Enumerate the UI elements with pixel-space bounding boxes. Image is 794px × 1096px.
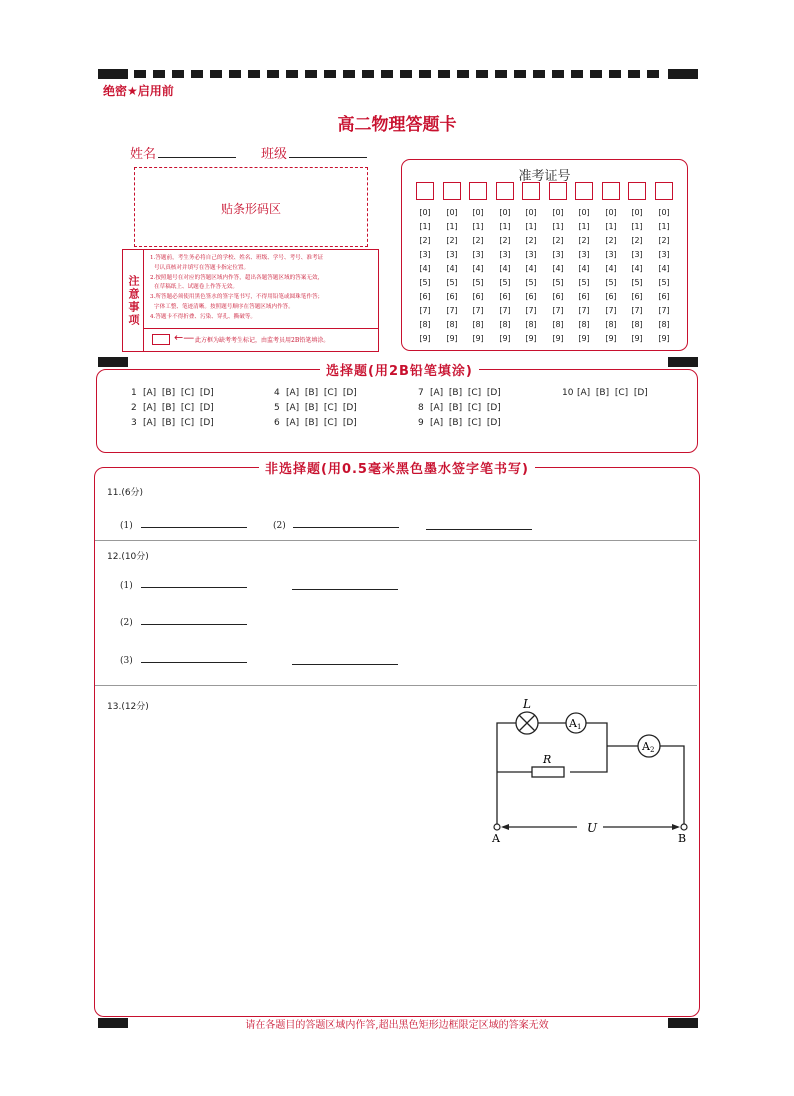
digit-bubble[interactable]: [9] (499, 334, 511, 343)
ammeter-2-icon (638, 735, 660, 757)
digit-bubble[interactable]: [6] (552, 292, 564, 301)
absent-mark-box[interactable] (152, 334, 170, 345)
digit-bubble[interactable]: [6] (499, 292, 511, 301)
confidential-label: 绝密★启用前 (103, 84, 174, 98)
exam-digit-box-4[interactable] (496, 182, 514, 200)
digit-bubble[interactable]: [9] (419, 334, 431, 343)
digit-bubble[interactable]: [9] (446, 334, 458, 343)
exam-digit-column-6 (547, 206, 569, 346)
exam-digit-column-5 (520, 206, 542, 346)
digit-bubble[interactable]: [3] (446, 250, 458, 259)
digit-bubble[interactable]: [7] (552, 306, 564, 315)
digit-bubble[interactable]: [4] (631, 264, 643, 273)
digit-bubble[interactable]: [1] (446, 222, 458, 231)
digit-bubble[interactable]: [0] (525, 208, 537, 217)
digit-bubble[interactable]: [3] (419, 250, 431, 259)
digit-bubble[interactable]: [6] (658, 292, 670, 301)
choice-options[interactable]: [A] [B] [C] [D] (430, 388, 501, 398)
choice-question-3[interactable] (131, 418, 214, 428)
digit-bubble[interactable]: [5] (525, 278, 537, 287)
choice-number: 6 (274, 418, 280, 428)
digit-bubble[interactable]: [6] (472, 292, 484, 301)
exam-digit-box-2[interactable] (443, 182, 461, 200)
choice-number: 3 (131, 418, 137, 428)
digit-bubble[interactable]: [5] (552, 278, 564, 287)
digit-bubble[interactable]: [8] (446, 320, 458, 329)
digit-bubble[interactable]: [5] (472, 278, 484, 287)
circuit-diagram (480, 690, 700, 850)
name-label: 姓名 (130, 147, 157, 162)
digit-bubble[interactable]: [9] (472, 334, 484, 343)
digit-bubble[interactable]: [9] (658, 334, 670, 343)
footer-note: 请在各题目的答题区域内作答,超出黑色矩形边框限定区域的答案无效 (245, 1020, 549, 1031)
q12-blank-1b[interactable] (292, 575, 398, 594)
q11-blank-3[interactable] (426, 515, 532, 534)
q13-label: 13.(12分) (107, 702, 149, 712)
q11-part-2[interactable]: (2) (273, 515, 399, 531)
terminal-b-label: B (678, 832, 687, 845)
choice-options[interactable]: [A] [B] [C] [D] (143, 418, 214, 428)
page-title: 高二物理答题卡 (337, 115, 457, 135)
choice-number: 2 (131, 403, 137, 413)
exam-digit-box-6[interactable] (549, 182, 567, 200)
digit-bubble[interactable]: [1] (631, 222, 643, 231)
exam-digit-box-5[interactable] (522, 182, 540, 200)
digit-bubble[interactable]: [0] (578, 208, 590, 217)
digit-bubble[interactable]: [7] (605, 306, 617, 315)
digit-bubble[interactable]: [9] (552, 334, 564, 343)
digit-bubble[interactable]: [7] (499, 306, 511, 315)
class-field[interactable] (261, 143, 367, 162)
choice-number: 7 (418, 388, 424, 398)
digit-bubble[interactable]: [5] (419, 278, 431, 287)
exam-digit-column-2 (441, 206, 463, 346)
digit-bubble[interactable]: [0] (552, 208, 564, 217)
lamp-label: L (523, 697, 531, 711)
digit-bubble[interactable]: [5] (578, 278, 590, 287)
terminal-a-label: A (492, 832, 500, 845)
corner-mark-right-1 (668, 357, 698, 367)
choice-options[interactable]: [A] [B] [C] [D] (430, 403, 501, 413)
exam-digit-column-9 (626, 206, 648, 346)
corner-mark-top-left (98, 69, 128, 79)
digit-bubble[interactable]: [5] (658, 278, 670, 287)
digit-bubble[interactable]: [6] (578, 292, 590, 301)
digit-bubble[interactable]: [7] (525, 306, 537, 315)
digit-bubble[interactable]: [7] (446, 306, 458, 315)
digit-bubble[interactable]: [4] (552, 264, 564, 273)
lamp-icon (516, 712, 538, 734)
digit-bubble[interactable]: [2] (472, 236, 484, 245)
digit-bubble[interactable]: [8] (552, 320, 564, 329)
free-section-title: 非选择题(用0.5毫米黑色墨水签字笔书写) (259, 458, 535, 477)
choice-question-6[interactable] (274, 418, 357, 428)
voltage-label: U (587, 821, 598, 835)
digit-bubble[interactable]: [2] (499, 236, 511, 245)
digit-bubble[interactable]: [4] (605, 264, 617, 273)
digit-bubble[interactable]: [0] (472, 208, 484, 217)
ammeter-1-icon (566, 713, 586, 733)
digit-bubble[interactable]: [2] (419, 236, 431, 245)
choice-question-5[interactable] (274, 403, 357, 413)
choice-number: 4 (274, 388, 280, 398)
notice-text: 1.答题前，考生务必将自己的学校、姓名、班级、学号、考号、准考证 号认真核对并填写在答题卡指定位置。 2.按照题号在对应的答题区域内作答，超出各题答题区域的答案无效， 在草稿纸上、试题卷上作答无效。 3.所答题必须使用黑色签水的签字笔书写，不得用铅笔或圆珠笔作答； 字体工整、笔迹清晰。按照题号顺序在答题区域内作答。 4.答题卡不得折叠、污染、穿孔、撕破等。 (150, 255, 324, 320)
dashed-marker-line (134, 70, 664, 78)
svg-text:A1: A1 (569, 717, 582, 731)
choice-number: 8 (418, 403, 424, 413)
digit-bubble[interactable]: [9] (578, 334, 590, 343)
choice-question-7[interactable] (418, 388, 501, 398)
digit-bubble[interactable]: [2] (578, 236, 590, 245)
resistor-icon (532, 767, 564, 777)
digit-bubble[interactable]: [8] (499, 320, 511, 329)
digit-bubble[interactable]: [0] (658, 208, 670, 217)
exam-digit-box-10[interactable] (655, 182, 673, 200)
digit-bubble[interactable]: [5] (499, 278, 511, 287)
exam-digit-box-9[interactable] (628, 182, 646, 200)
digit-bubble[interactable]: [3] (605, 250, 617, 259)
digit-bubble[interactable]: [2] (446, 236, 458, 245)
digit-bubble[interactable]: [1] (552, 222, 564, 231)
digit-bubble[interactable]: [0] (499, 208, 511, 217)
q11-part-1[interactable]: (1) (120, 515, 247, 531)
digit-bubble[interactable]: [3] (472, 250, 484, 259)
digit-bubble[interactable]: [8] (472, 320, 484, 329)
digit-bubble[interactable]: [2] (658, 236, 670, 245)
digit-bubble[interactable]: [3] (525, 250, 537, 259)
arrow-left-icon: ←— (174, 331, 195, 344)
q12-part-1[interactable]: (1) (120, 575, 247, 591)
absent-note: 此方框为缺考考生标记，由监考员用2B铅笔填涂。 (195, 337, 330, 344)
exam-digit-column-4 (494, 206, 516, 346)
choice-options[interactable]: [A] [B] [C] [D] (286, 388, 357, 398)
digit-bubble[interactable]: [9] (605, 334, 617, 343)
digit-bubble[interactable]: [6] (446, 292, 458, 301)
digit-bubble[interactable]: [1] (605, 222, 617, 231)
exam-digit-column-3 (467, 206, 489, 346)
digit-bubble[interactable]: [3] (578, 250, 590, 259)
digit-bubble[interactable]: [4] (419, 264, 431, 273)
digit-bubble[interactable]: [7] (578, 306, 590, 315)
digit-bubble[interactable]: [1] (499, 222, 511, 231)
digit-bubble[interactable]: [3] (499, 250, 511, 259)
choice-question-4[interactable] (274, 388, 357, 398)
digit-bubble[interactable]: [4] (499, 264, 511, 273)
choice-options[interactable]: [A] [B] [C] [D] (143, 403, 214, 413)
barcode-label: 贴条形码区 (220, 202, 281, 216)
digit-bubble[interactable]: [4] (658, 264, 670, 273)
digit-bubble[interactable]: [2] (605, 236, 617, 245)
digit-bubble[interactable]: [8] (419, 320, 431, 329)
notice-box (122, 249, 379, 352)
digit-bubble[interactable]: [3] (658, 250, 670, 259)
exam-digit-box-8[interactable] (602, 182, 620, 200)
digit-bubble[interactable]: [3] (552, 250, 564, 259)
digit-bubble[interactable]: [4] (446, 264, 458, 273)
digit-bubble[interactable]: [7] (419, 306, 431, 315)
resistor-label: R (543, 753, 552, 766)
choice-options[interactable]: [A] [B] [C] [D] (286, 418, 357, 428)
digit-bubble[interactable]: [9] (631, 334, 643, 343)
q12-blank-3b[interactable] (292, 650, 398, 669)
digit-bubble[interactable]: [1] (419, 222, 431, 231)
choice-number: 10 (562, 388, 574, 398)
digit-bubble[interactable]: [0] (605, 208, 617, 217)
exam-digit-column-7 (573, 206, 595, 346)
digit-bubble[interactable]: [6] (525, 292, 537, 301)
svg-text:A2: A2 (642, 740, 655, 754)
choice-question-8[interactable] (418, 403, 501, 413)
digit-bubble[interactable]: [5] (446, 278, 458, 287)
digit-bubble[interactable]: [0] (446, 208, 458, 217)
choice-options[interactable]: [A] [B] [C] [D] (286, 403, 357, 413)
digit-bubble[interactable]: [1] (658, 222, 670, 231)
digit-bubble[interactable]: [2] (552, 236, 564, 245)
exam-number-title: 准考证号 (518, 169, 571, 184)
digit-bubble[interactable]: [4] (578, 264, 590, 273)
choice-options[interactable]: [A] [B] [C] [D] (143, 388, 214, 398)
digit-bubble[interactable]: [8] (525, 320, 537, 329)
notice-side-label: 注意事项 (123, 250, 144, 351)
digit-bubble[interactable]: [8] (658, 320, 670, 329)
choice-question-10[interactable] (562, 388, 648, 398)
digit-bubble[interactable]: [6] (631, 292, 643, 301)
digit-bubble[interactable]: [7] (631, 306, 643, 315)
exam-digit-box-1[interactable] (416, 182, 434, 200)
digit-bubble[interactable]: [3] (631, 250, 643, 259)
digit-bubble[interactable]: [1] (472, 222, 484, 231)
digit-bubble[interactable]: [8] (631, 320, 643, 329)
exam-digit-column-1 (414, 206, 436, 346)
digit-bubble[interactable]: [9] (525, 334, 537, 343)
digit-bubble[interactable]: [0] (419, 208, 431, 217)
digit-bubble[interactable]: [1] (525, 222, 537, 231)
digit-bubble[interactable]: [7] (658, 306, 670, 315)
digit-bubble[interactable]: [5] (631, 278, 643, 287)
choice-number: 5 (274, 403, 280, 413)
digit-bubble[interactable]: [4] (525, 264, 537, 273)
choice-number: 9 (418, 418, 424, 428)
digit-bubble[interactable]: [4] (472, 264, 484, 273)
class-label: 班级 (261, 147, 288, 162)
terminal-b (681, 824, 687, 830)
digit-bubble[interactable]: [1] (578, 222, 590, 231)
corner-mark-top-right (668, 69, 698, 79)
digit-bubble[interactable]: [8] (605, 320, 617, 329)
choice-options[interactable]: [A] [B] [C] [D] (430, 418, 501, 428)
choice-question-9[interactable] (418, 418, 501, 428)
exam-digit-box-3[interactable] (469, 182, 487, 200)
exam-digit-box-7[interactable] (575, 182, 593, 200)
digit-bubble[interactable]: [5] (605, 278, 617, 287)
exam-digit-column-8 (600, 206, 622, 346)
digit-bubble[interactable]: [7] (472, 306, 484, 315)
digit-bubble[interactable]: [6] (419, 292, 431, 301)
exam-digit-column-10 (653, 206, 675, 346)
choice-number: 1 (131, 388, 137, 398)
choice-options[interactable]: [A] [B] [C] [D] (577, 388, 648, 398)
q12-label: 12.(10分) (107, 552, 149, 562)
name-field[interactable] (130, 143, 236, 162)
barcode-area (134, 167, 368, 247)
digit-bubble[interactable]: [8] (578, 320, 590, 329)
q12-part-2[interactable]: (2) (120, 612, 247, 628)
digit-bubble[interactable]: [6] (605, 292, 617, 301)
digit-bubble[interactable]: [0] (631, 208, 643, 217)
q11-label: 11.(6分) (107, 488, 144, 498)
digit-bubble[interactable]: [2] (631, 236, 643, 245)
choice-section-title: 选择题(用2B铅笔填涂) (320, 360, 479, 379)
choice-question-2[interactable] (131, 403, 214, 413)
terminal-a (494, 824, 500, 830)
digit-bubble[interactable]: [2] (525, 236, 537, 245)
corner-mark-left-1 (98, 357, 128, 367)
divider-q11 (95, 540, 697, 541)
q12-part-3[interactable]: (3) (120, 650, 247, 666)
divider-q12 (95, 685, 697, 686)
choice-question-1[interactable] (131, 388, 214, 398)
